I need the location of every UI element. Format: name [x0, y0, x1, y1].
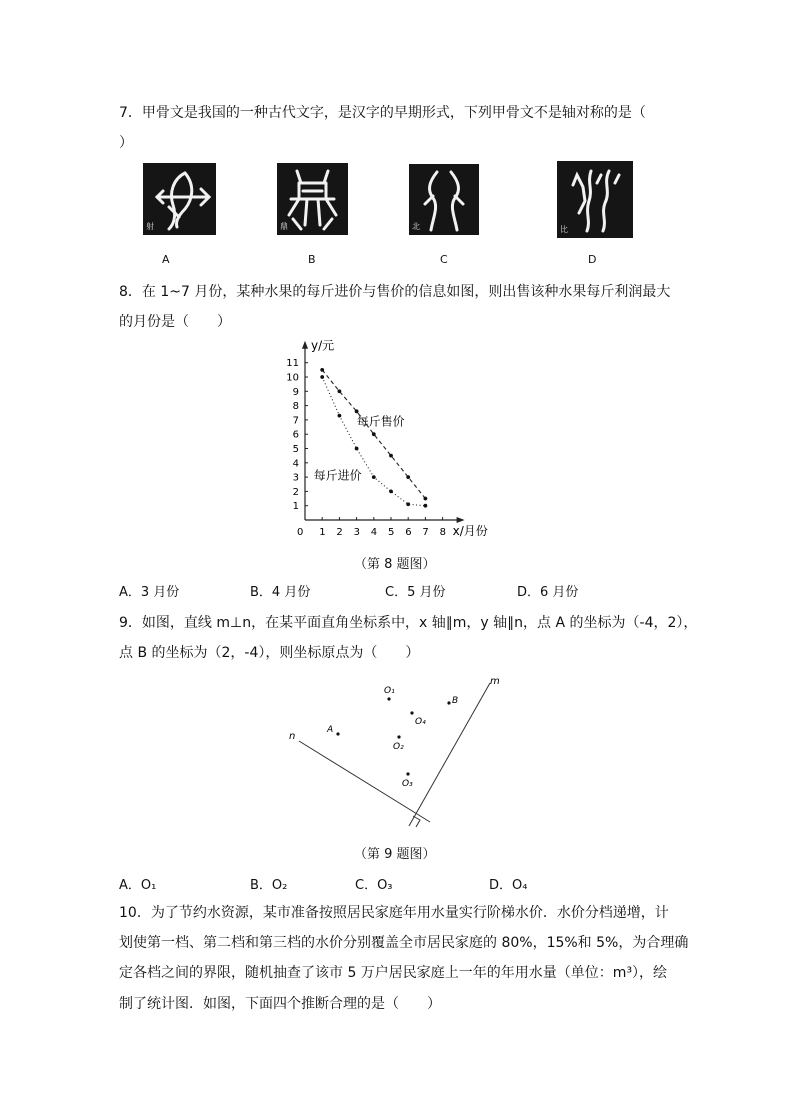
glyph-c-char: 北 [412, 222, 420, 231]
series-label-0: 每斤售价 [356, 414, 405, 429]
q8-text-line1: 8．在 1~7 月份，某种水果的每斤进价与售价的信息如图，则出售该种水果每斤利润最大 [119, 284, 671, 300]
q9-option-d: D．O₄ [489, 878, 528, 893]
series-1-point [406, 502, 410, 506]
point-a [336, 732, 339, 735]
q10-text-line2: 划使第一档、第二档和第三档的水价分别覆盖全市居民家庭的 80%，15%和 5%，为合理确 [119, 935, 689, 951]
x-tick-label: 1 [319, 527, 326, 538]
y-axis-arrow [302, 341, 308, 349]
point-o3 [406, 772, 409, 775]
x-tick-label: 6 [405, 527, 412, 538]
y-tick-label: 6 [292, 429, 299, 441]
y-tick-label: 1 [292, 501, 299, 513]
y-tick-label: 8 [292, 401, 299, 413]
series-line-1 [322, 377, 425, 506]
series-0-point [372, 432, 376, 436]
x-tick-label: 0 [297, 527, 304, 538]
series-0-point [406, 475, 410, 479]
q9-text-line1: 9．如图，直线 m⊥n，在某平面直角坐标系中，x 轴∥m，y 轴∥n，点 A 的坐标为（-4，2）， [119, 615, 698, 631]
q8-option-a: A．3 月份 [119, 585, 180, 600]
series-0-point [389, 454, 393, 458]
x-tick-label: 5 [388, 527, 395, 538]
series-1-point [338, 414, 342, 418]
series-1-point [372, 475, 376, 479]
series-1-point [320, 375, 324, 379]
point-o4 [410, 711, 413, 714]
q9-text-line2: 点 B 的坐标为（2，-4），则坐标原点为（ ） [119, 645, 420, 661]
q9-option-c: C．O₃ [355, 878, 393, 893]
series-0-point [355, 409, 359, 413]
q7-option-d-label: D [588, 253, 597, 266]
y-tick-label: 10 [286, 372, 299, 384]
q8-option-d: D．6 月份 [517, 585, 579, 600]
y-tick-label: 2 [292, 486, 299, 498]
y-tick-label: 9 [292, 386, 299, 398]
q7-text-line2: ） [119, 135, 133, 151]
oracle-glyph-bi-image [557, 161, 633, 238]
y-axis-title: y/元 [311, 338, 335, 353]
q9-option-b: B．O₂ [250, 878, 288, 893]
label-o4: O₄ [415, 717, 426, 727]
y-tick-label: 5 [292, 444, 299, 455]
glyph-a-char: 射 [146, 222, 154, 231]
x-tick-label: 2 [336, 527, 343, 538]
y-tick-label: 11 [286, 358, 299, 370]
y-tick-label: 7 [292, 415, 299, 427]
series-1-point [355, 447, 359, 451]
oracle-glyph-bei-image [409, 164, 479, 235]
q8-option-c: C．5 月份 [385, 585, 446, 600]
label-m: m [490, 676, 500, 687]
q8-text-line2: 的月份是（ ） [119, 314, 231, 330]
x-tick-label: 7 [422, 527, 429, 538]
label-o3: O₃ [402, 779, 413, 789]
series-1-point [424, 504, 428, 508]
oracle-glyph-ding-image [277, 163, 348, 235]
x-tick-label: 8 [439, 527, 446, 538]
label-o1: O₁ [384, 686, 395, 696]
q10-text-line3: 定各档之间的界限，随机抽查了该市 5 万户居民家庭上一年的年用水量（单位：m³），绘 [119, 965, 668, 981]
q10-text-line4: 制了统计图．如图，下面四个推断合理的是（ ） [119, 996, 441, 1012]
label-a: A [327, 725, 334, 735]
q7-option-a-label: A [162, 253, 170, 266]
glyph-b-char: 鼎 [280, 222, 288, 231]
q7-text-line1: 7．甲骨文是我国的一种古代文字，是汉字的早期形式，下列甲骨文不是轴对称的是（ [119, 105, 646, 121]
point-o2 [397, 735, 400, 738]
point-o1 [387, 697, 390, 700]
label-n: n [289, 731, 296, 742]
series-0-point [424, 497, 428, 501]
oracle-glyph-she-image [143, 163, 216, 235]
price-chart [280, 335, 510, 545]
q7-option-b-label: B [308, 253, 316, 266]
y-tick-label: 4 [292, 458, 299, 470]
series-label-1: 每斤进价 [313, 468, 362, 483]
q8-caption: （第 8 题图） [354, 557, 436, 572]
q10-text-line1: 10．为了节约水资源，某市准备按照居民家庭年用水量实行阶梯水价．水价分档递增，计 [119, 905, 669, 921]
series-0-point [338, 389, 342, 393]
series-0-point [320, 368, 324, 372]
glyph-d-char: 比 [560, 225, 568, 234]
perpendicular-lines-diagram [280, 670, 510, 835]
q8-option-b: B．4 月份 [250, 585, 311, 600]
q7-option-c-label: C [440, 253, 448, 266]
x-tick-label: 3 [353, 527, 360, 538]
label-b: B [452, 696, 459, 706]
label-o2: O₂ [393, 742, 404, 752]
point-b [447, 701, 450, 704]
y-tick-label: 3 [292, 472, 299, 484]
x-axis-arrow [457, 517, 465, 523]
series-1-point [389, 490, 393, 494]
q9-caption: （第 9 题图） [354, 847, 436, 862]
q9-option-a: A．O₁ [119, 878, 157, 893]
x-axis-title: x/月份 [452, 524, 488, 538]
x-tick-label: 4 [370, 527, 378, 538]
